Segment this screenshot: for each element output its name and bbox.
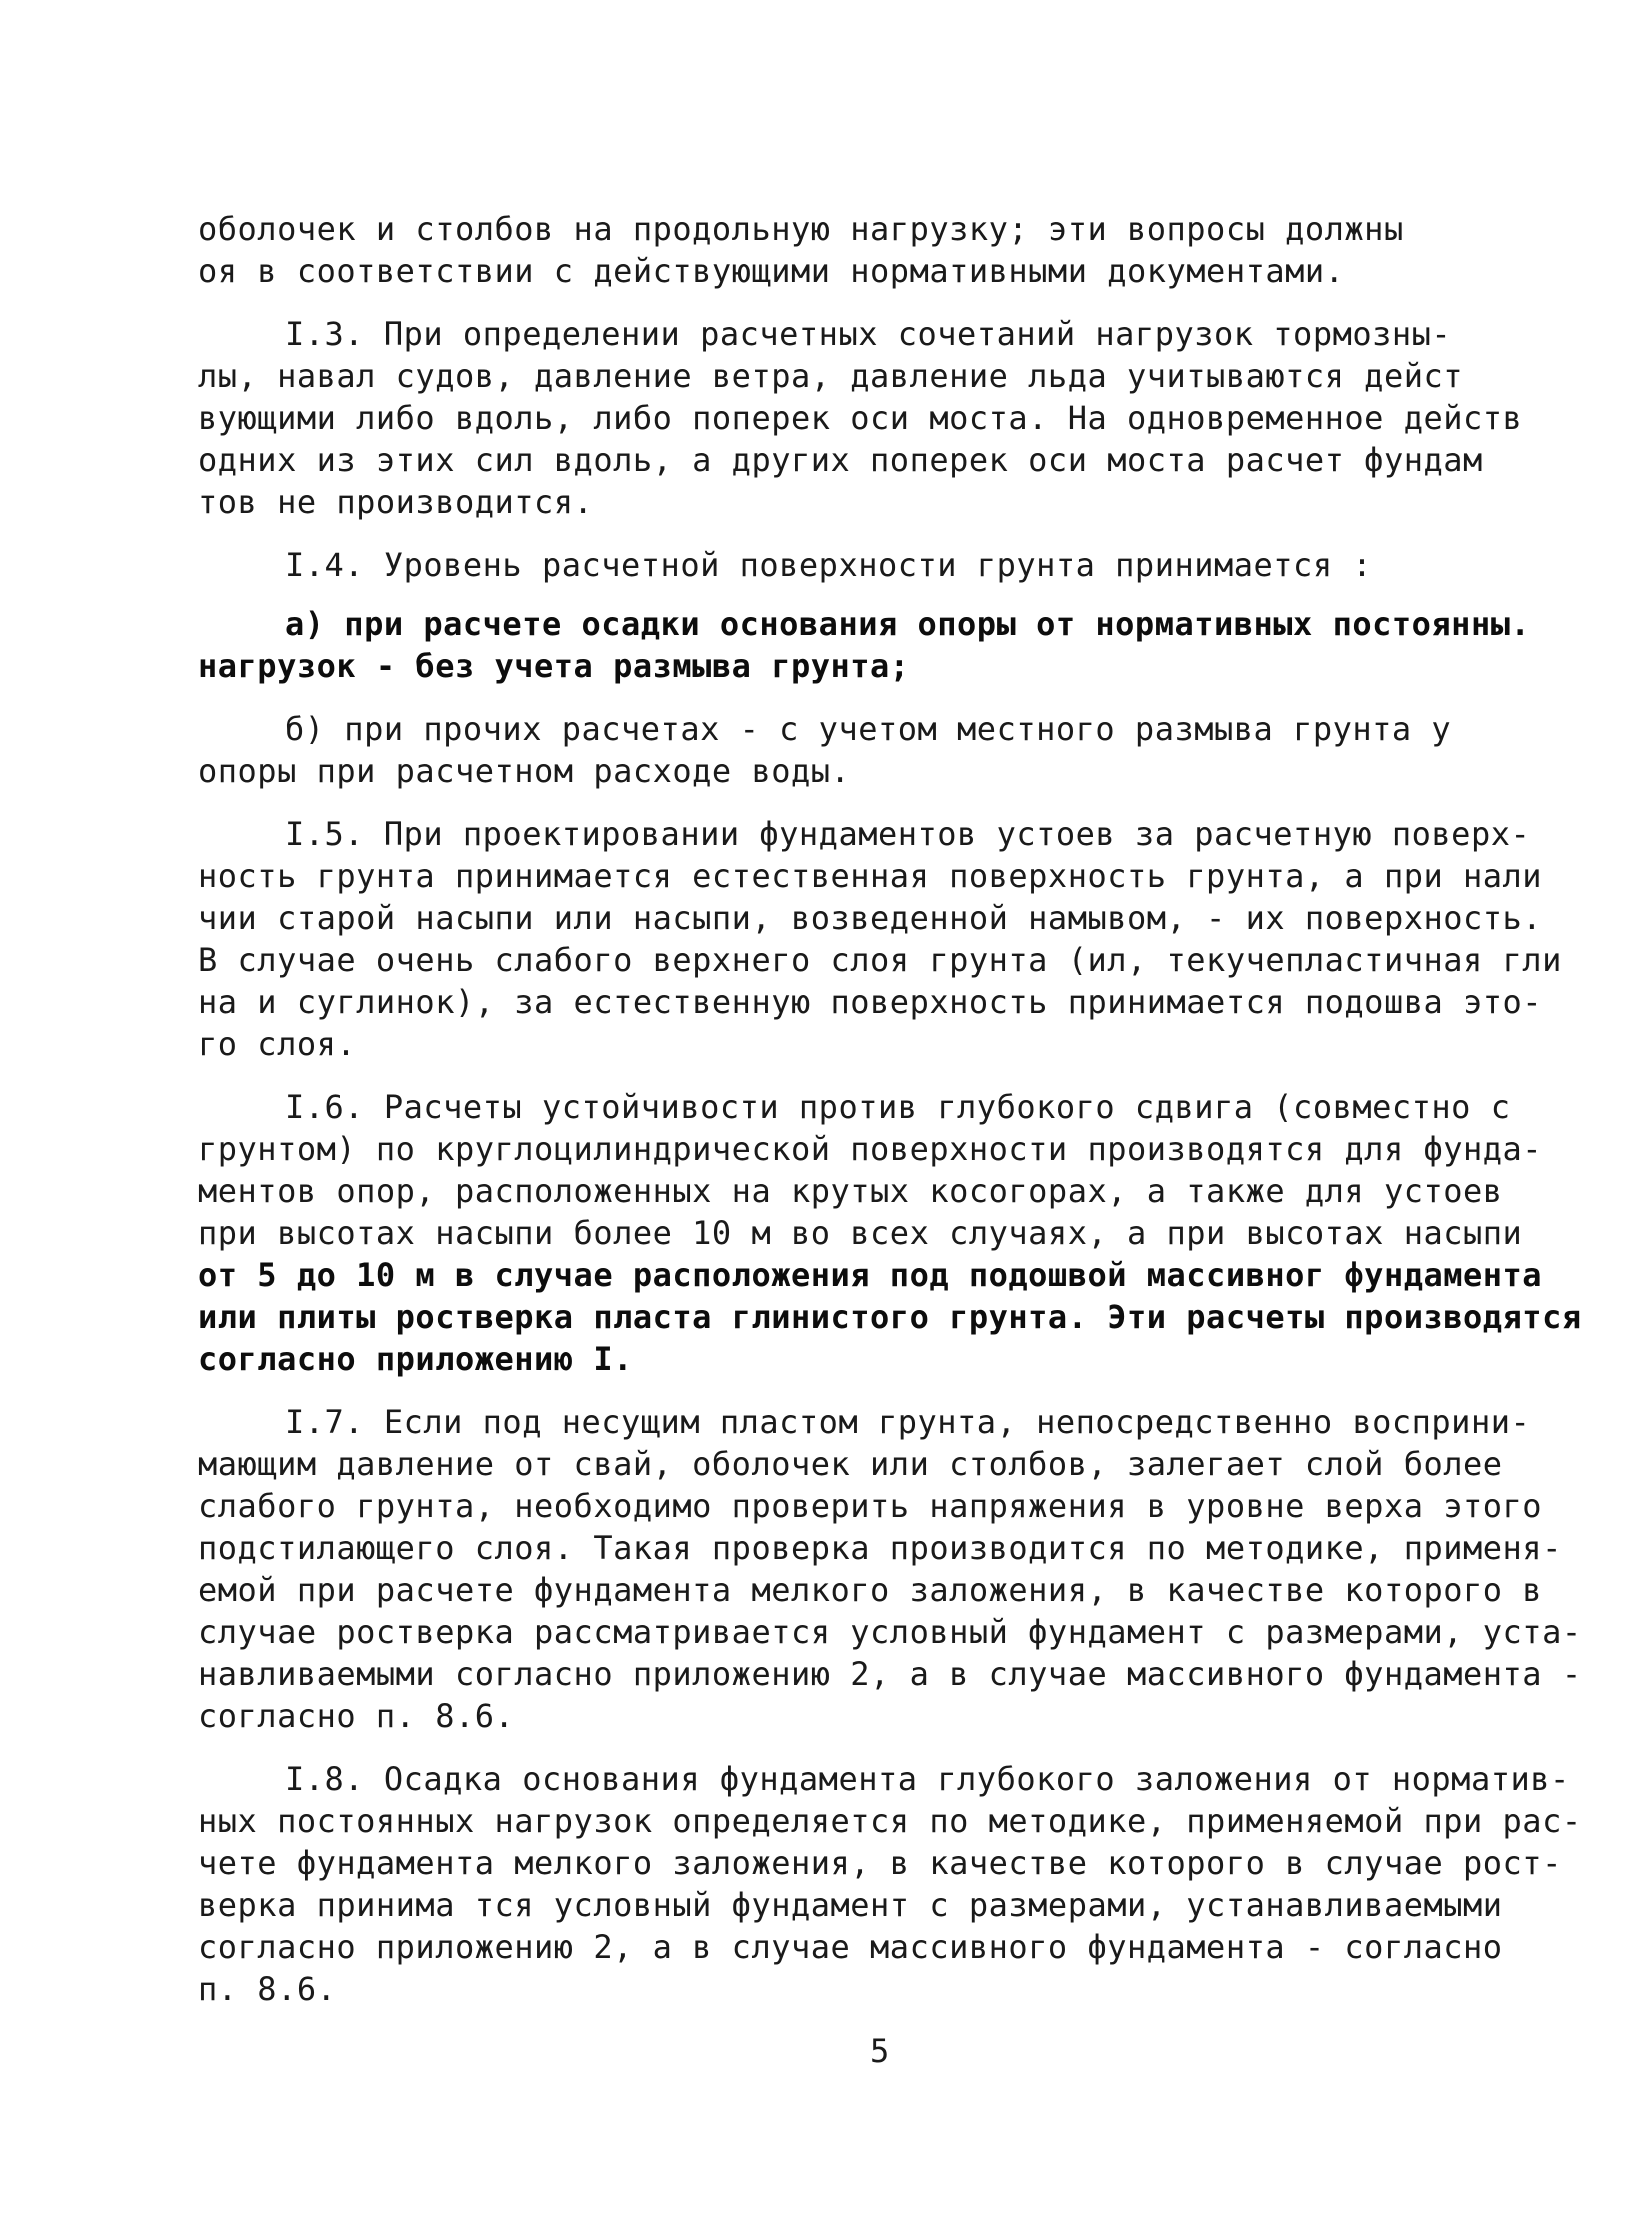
text-line: тов не производится. (198, 483, 594, 521)
text-line: В случае очень слабого верхнего слоя грунта (ил, текучепластичная гли (198, 941, 1562, 979)
text-line: I.7. Если под несущим пластом грунта, непосредственно восприни- (285, 1403, 1531, 1441)
text-line: ность грунта принимается естественная поверхность грунта, а при нали (198, 857, 1543, 895)
text-line: ных постоянных нагрузок определяется по методике, применяемой при рас- (198, 1802, 1582, 1840)
text-line: опоры при расчетном расходе воды. (198, 752, 851, 790)
text-line: а) при расчете осадки основания опоры от нормативных постоянны. (285, 605, 1531, 643)
text-line: одних из этих сил вдоль, а других поперек оси моста расчет фундам (198, 441, 1483, 479)
text-line: при высотах насыпи более 10 м во всех случаях, а при высотах насыпи (198, 1214, 1523, 1252)
text-line: I.4. Уровень расчетной поверхности грунта принимается : (285, 546, 1373, 584)
text-line: ментов опор, расположенных на крутых косогорах, а также для устоев (198, 1172, 1503, 1210)
text-line: I.8. Осадка основания фундамента глубокого заложения от норматив- (285, 1760, 1570, 1798)
text-line: от 5 до 10 м в случае расположения под подошвой массивног фундамента (198, 1256, 1543, 1294)
text-line: лы, навал судов, давление ветра, давление льда учитываются дейст (198, 357, 1463, 395)
text-line: I.6. Расчеты устойчивости против глубокого сдвига (совместно с (285, 1088, 1511, 1126)
text-line: оя в соответствии с действующими нормативными документами. (198, 252, 1345, 290)
text-line: слабого грунта, необходимо проверить напряжения в уровне верха этого (198, 1487, 1543, 1525)
text-line: навливаемыми согласно приложению 2, а в случае массивного фундамента - (198, 1655, 1582, 1693)
text-line: емой при расчете фундамента мелкого заложения, в качестве которого в (198, 1571, 1543, 1609)
text-line: согласно приложению I. (198, 1340, 633, 1378)
text-line: вующими либо вдоль, либо поперек оси моста. На одновременное действ (198, 399, 1523, 437)
text-line: I.5. При проектировании фундаментов устоев за расчетную поверх- (285, 815, 1531, 853)
text-line: согласно приложению 2, а в случае массивного фундамента - согласно (198, 1928, 1503, 1966)
text-line: оболочек и столбов на продольную нагрузку; эти вопросы должны (198, 210, 1404, 248)
text-line: нагрузок - без учета размыва грунта; (198, 647, 910, 685)
text-line: чете фундамента мелкого заложения, в качестве которого в случае рост- (198, 1844, 1562, 1882)
text-line: б) при прочих расчетах - с учетом местного размыва грунта у (285, 710, 1452, 748)
page-number: 5 (870, 2032, 890, 2070)
text-line: подстилающего слоя. Такая проверка производится по методике, применя- (198, 1529, 1562, 1567)
text-line: п. 8.6. (198, 1970, 337, 2008)
text-line: верка принима тся условный фундамент с размерами, устанавливаемыми (198, 1886, 1503, 1924)
text-line: грунтом) по круглоцилиндрической поверхности производятся для фунда- (198, 1130, 1543, 1168)
text-line: или плиты ростверка пласта глинистого грунта. Эти расчеты производятся (198, 1298, 1582, 1336)
text-line: мающим давление от свай, оболочек или столбов, залегает слой более (198, 1445, 1503, 1483)
text-line: на и суглинок), за естественную поверхность принимается подошва это- (198, 983, 1543, 1021)
text-line: I.3. При определении расчетных сочетаний нагрузок тормозны- (285, 315, 1452, 353)
text-line: случае ростверка рассматривается условный фундамент с размерами, уста- (198, 1613, 1582, 1651)
text-line: го слоя. (198, 1025, 357, 1063)
text-line: согласно п. 8.6. (198, 1697, 515, 1735)
text-line: чии старой насыпи или насыпи, возведенной намывом, - их поверхность. (198, 899, 1543, 937)
